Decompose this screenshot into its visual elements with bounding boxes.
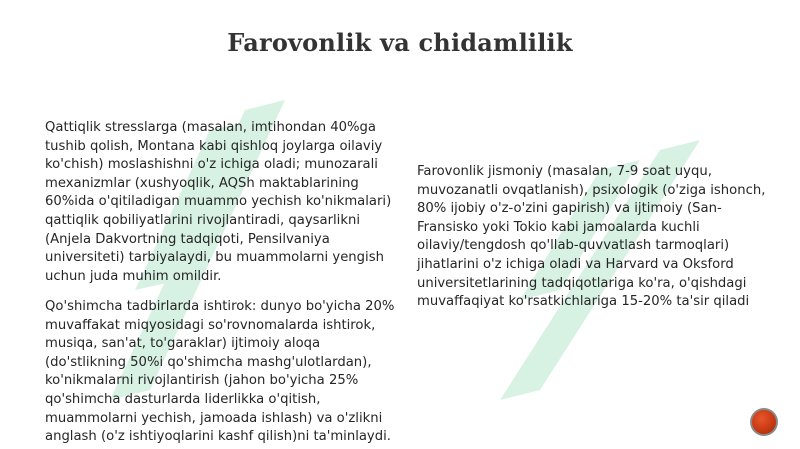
next-slide-button[interactable]: [750, 408, 778, 436]
slide-title: Farovonlik va chidamlilik: [227, 28, 573, 57]
right-paragraph: Farovonlik jismoniy (masalan, 7-9 soat uyqu, muvozanatli ovqatlanish), psixologik (o'ziga ishonch, 80% ijobiy o'z-o'zini gapirish) va ijtimoiy (San-Fransisko yoki Tokio kabi jamoalarda kuchli oilaviy/tengdosh qo'llab-quvvatlash tarmoqlari) jihatlarini o'z ichiga oladi va Harvard va Oksford universitetlarining tadqiqotlariga ko'ra, o'qishdagi muvaffaqiyat ko'rsatkichlariga 15-20% ta'sir qiladi: [417, 164, 766, 310]
left-paragraph-2: Qo'shimcha tadbirlarda ishtirok: dunyo bo'yicha 20% muvaffakat miqyosidagi so'rovnomalarda ishtirok, musiqa, san'at, to'garaklar) ijtimoiy aloqa (do'stlikning 50%i qo'shimcha mashg'ulotlardan), ko'nikmalarni rivojlantirish (jahon bo'yicha 25% qo'shimcha dasturlarda liderlikka o'qitish, muammolarni yechish, jamoada ishlash) va o'zlikni anglash (o'z ishtiyoqlarini kashf qilish)ni ta'minlaydi.: [45, 299, 395, 445]
left-paragraph-1: Qattiqlik stresslarga (masalan, imtihondan 40%ga tushib qolish, Montana kabi qishloq joylarga oilaviy ko'chish) moslashishni o'z ichiga oladi; munozarali mexanizmlar (xushyoqlik, AQSh maktablarining 60%ida o'qitiladigan muammo yechish ko'nikmalari) qattiqlik qobiliyatlarini rivojlantiradi, qaysarlikni (Anjela Dakvortning tadqiqoti, Pensilvaniya universiteti) tarbiyalaydi, bu muammolarni yengish uchun juda muhim omildir.: [45, 120, 392, 284]
next-slide-icon: [752, 410, 776, 434]
